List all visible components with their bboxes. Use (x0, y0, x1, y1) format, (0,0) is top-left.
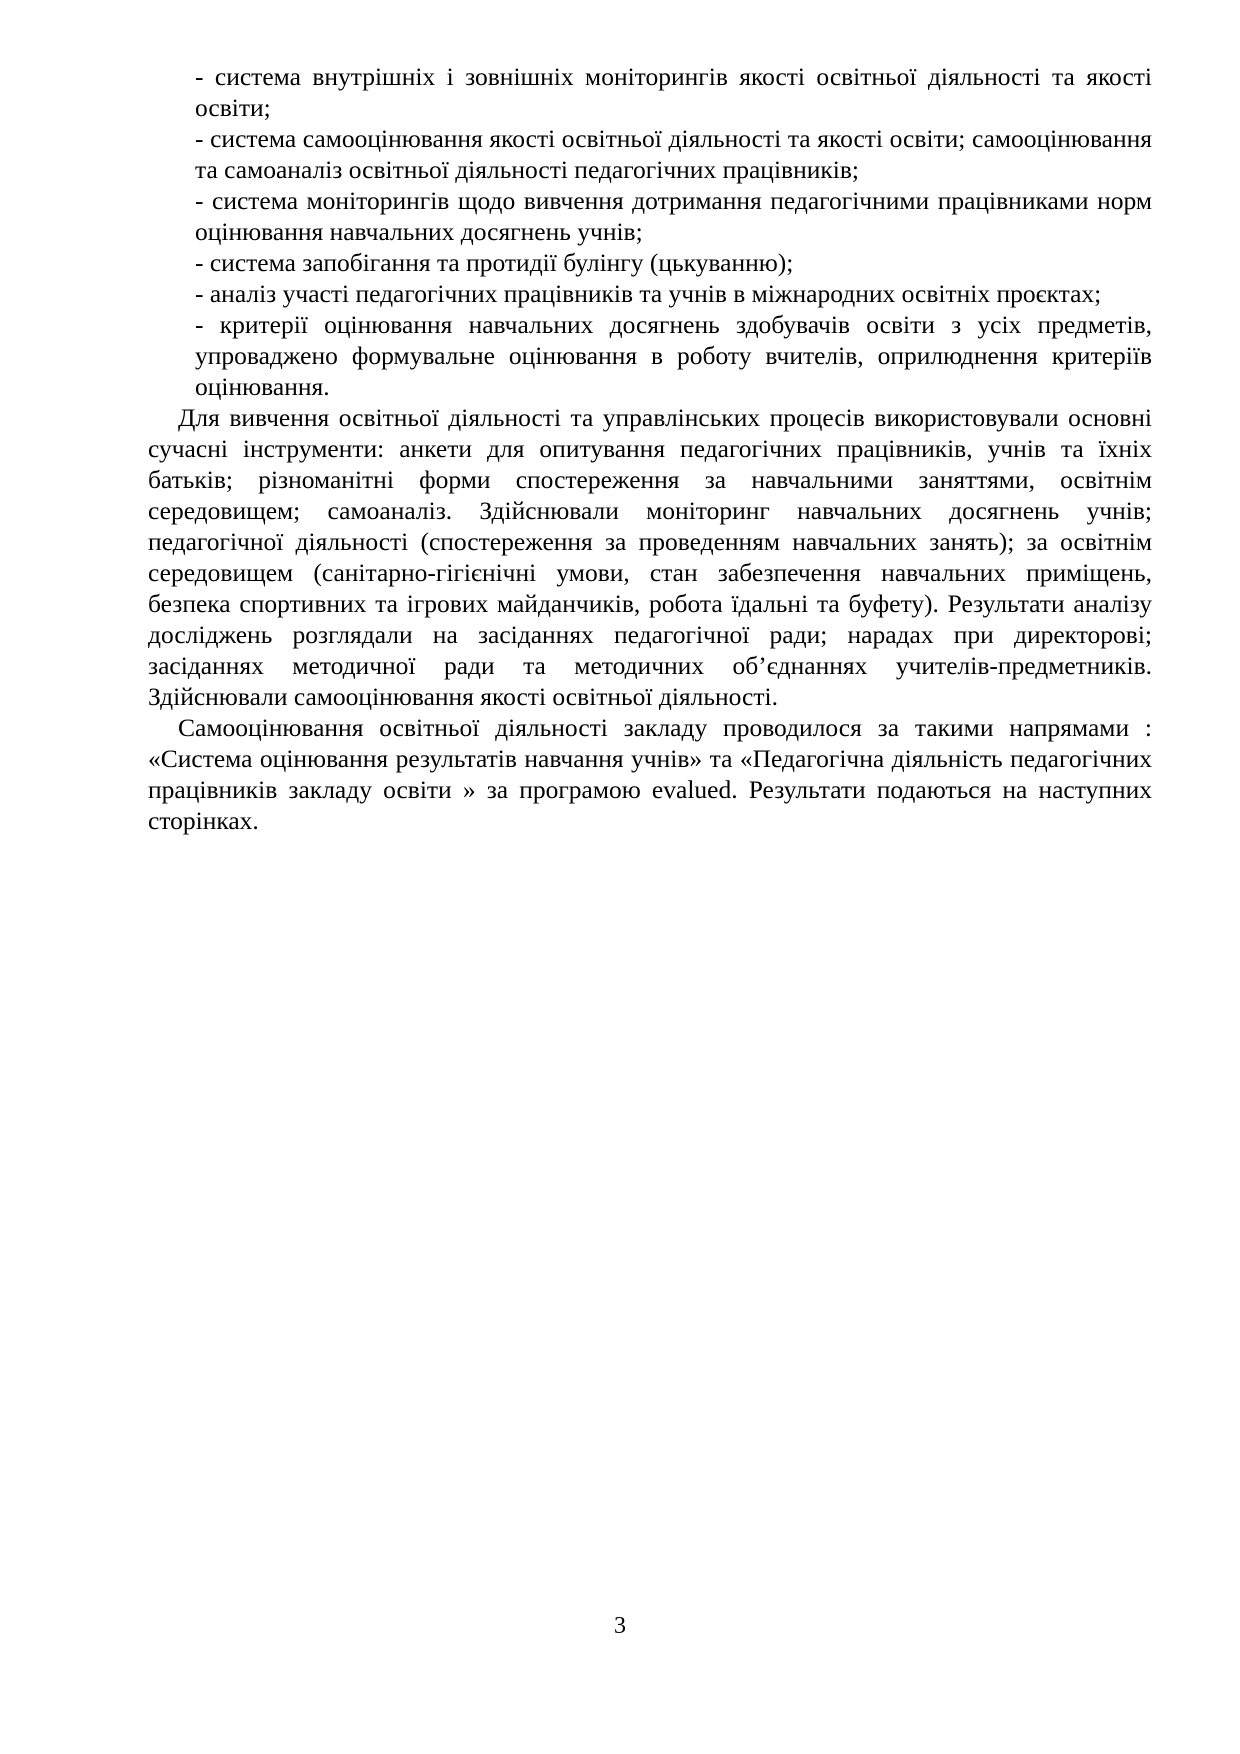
paragraph-study-tools: Для вивчення освітньої діяльності та управлінських процесів використовували основні сучасні інструменти: анкети для опитування педагогічних працівників, учнів та їхніх батьків; різноманітні форми спостереження за навчальними заняттями, освітнім середовищем; самоаналіз. Здійснювали моніторинг навчальних досягнень учнів; педагогічної діяльності (спостереження за проведенням навчальних занять); за освітнім середовищем (санітарно-гігієнічні умови, стан забезпечення навчальних приміщень, безпека спортивних та ігрових майданчиків, робота їдальні та буфету). Результати аналізу досліджень розглядали на засіданнях педагогічної ради; нарадах при директорові; засіданнях методичної ради та методичних об’єднаннях учителів-предметників. Здійснювали самооцінювання якості освітньої діяльності. (148, 403, 1152, 711)
document-body (148, 61, 1152, 836)
page-number: 3 (614, 1613, 626, 1639)
bullet-item-internal-external-monitoring: - система внутрішніх і зовнішніх моніторингів якості освітньої діяльності та якості освіти; (195, 62, 1152, 122)
bullet-list (148, 61, 1152, 402)
bullet-item-assessment-norms-monitoring: - система моніторингів щодо вивчення дотримання педагогічними працівниками норм оцінювання навчальних досягнень учнів; (195, 186, 1152, 246)
bullet-item-international-projects: - аналіз участі педагогічних працівників та учнів в міжнародних освітніх проєктах; (195, 279, 1102, 308)
bullet-item-assessment-criteria: - критерії оцінювання навчальних досягнень здобувачів освіти з усіх предметів, упроваджено формувальне оцінювання в роботу вчителів, оприлюднення критеріїв оцінювання. (195, 310, 1152, 401)
bullet-item-bullying-prevention: - система запобігання та протидії булінгу (цькуванню); (195, 248, 794, 277)
paragraph-self-assessment-directions: Самооцінювання освітньої діяльності закладу проводилося за такими напрямами : «Система оцінювання результатів навчання учнів» та «Педагогічна діяльність педагогічних працівників закладу освіти » за програмою evalued. Результати подаються на наступних сторінках. (148, 713, 1152, 835)
bullet-item-self-assessment: - система самооцінювання якості освітньої діяльності та якості освіти; самооцінювання та самоаналіз освітньої діяльності педагогічних працівників; (195, 124, 1152, 184)
